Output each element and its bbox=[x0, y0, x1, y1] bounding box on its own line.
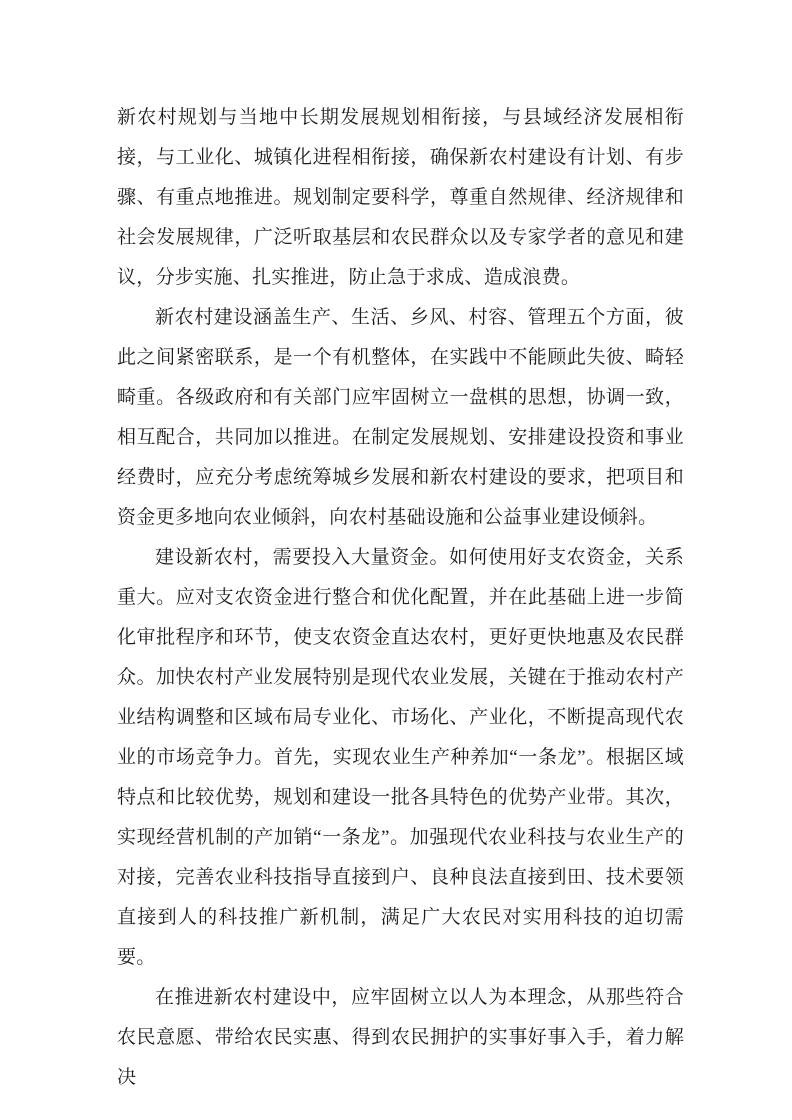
paragraph-2: 新农村建设涵盖生产、生活、乡风、村容、管理五个方面，彼此之间紧密联系，是一个有机整体，在实践中不能顾此失彼、畸轻畸重。各级政府和有关部门应牢固树立一盘棋的思想，协调一致，相互配合，共同加以推进。在制定发展规划、安排建设投资和事业经费时，应充分考虑统筹城乡发展和新农村建设的要求，把项目和资金更多地向农业倾斜，向农村基础设施和公益事业建设倾斜。 bbox=[117, 307, 684, 528]
document-body bbox=[117, 98, 684, 1098]
paragraph-4: 在推进新农村建设中，应牢固树立以人为本理念，从那些符合农民意愿、带给农民实惠、得到农民拥护的实事好事入手，着力解决 bbox=[117, 987, 684, 1088]
paragraph-3: 建设新农村，需要投入大量资金。如何使用好支农资金，关系重大。应对支农资金进行整合和优化配置，并在此基础上进一步简化审批程序和环节，使支农资金直达农村，更好更快地惠及农民群众。加快农村产业发展特别是现代农业发展，关键在于推动农村产业结构调整和区域布局专业化、市场化、产业化，不断提高现代农业的市场竞争力。首先，实现农业生产种养加“一条龙”。根据区域特点和比较优势，规划和建设一批各具特色的优势产业带。其次，实现经营机制的产加销“一条龙”。加强现代农业科技与农业生产的对接，完善农业科技指导直接到户、良种良法直接到田、技术要领直接到人的科技推广新机制，满足广大农民对实用科技的迫切需要。 bbox=[117, 547, 684, 968]
paragraph-1: 新农村规划与当地中长期发展规划相衔接，与县域经济发展相衔接，与工业化、城镇化进程相衔接，确保新农村建设有计划、有步骤、有重点地推进。规划制定要科学，尊重自然规律、经济规律和社会发展规律，广泛听取基层和农民群众以及专家学者的意见和建议，分步实施、扎实推进，防止急于求成、造成浪费。 bbox=[117, 107, 684, 288]
